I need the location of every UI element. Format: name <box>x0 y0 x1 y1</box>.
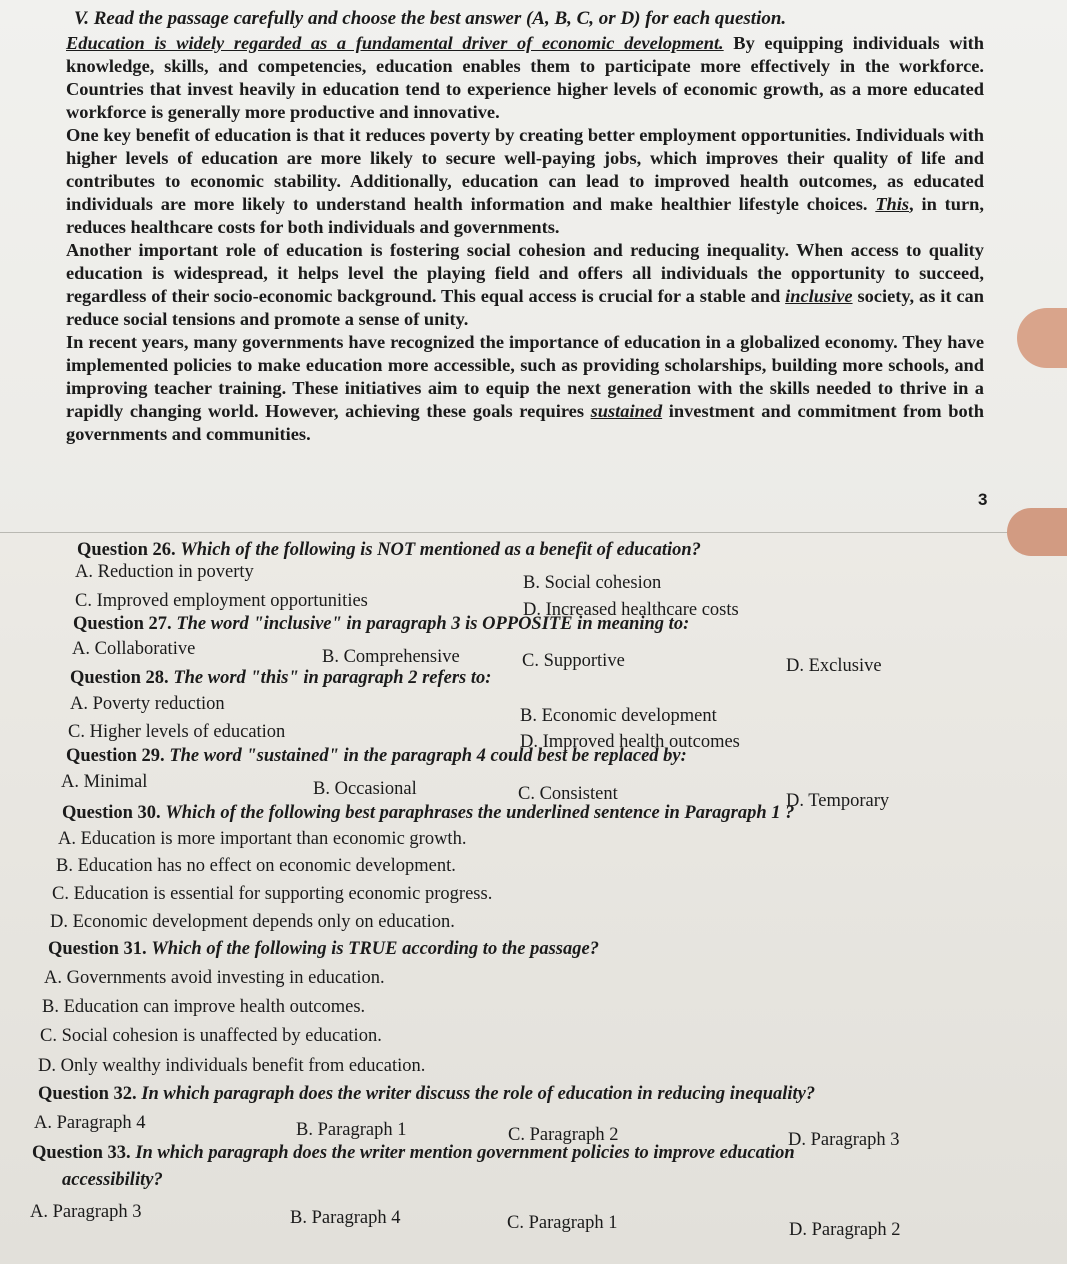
option-b[interactable]: B. Education has no effect on economic development. <box>56 856 456 876</box>
option-c[interactable]: C. Paragraph 1 <box>507 1213 618 1233</box>
option-b[interactable]: B. Occasional <box>313 779 417 799</box>
question-32: Question 32. In which paragraph does the writer discuss the role of education in reducing inequality? <box>38 1084 816 1104</box>
option-a[interactable]: A. Poverty reduction <box>70 694 225 714</box>
question-27: Question 27. The word "inclusive" in paragraph 3 is OPPOSITE in meaning to: <box>73 614 690 634</box>
question-29: Question 29. The word "sustained" in the paragraph 4 could best be replaced by: <box>66 746 687 766</box>
option-b[interactable]: B. Comprehensive <box>322 647 460 667</box>
section-instructions: V. Read the passage carefully and choose the best answer (A, B, C, or D) for each question. <box>74 8 787 29</box>
page-number: 3 <box>978 490 988 509</box>
underlined-word-this: This <box>875 194 910 214</box>
option-a[interactable]: A. Reduction in poverty <box>75 562 254 582</box>
option-b[interactable]: B. Social cohesion <box>523 573 662 593</box>
option-d[interactable]: D. Only wealthy individuals benefit from education. <box>38 1056 426 1076</box>
question-33-continuation: accessibility? <box>62 1170 163 1190</box>
option-d[interactable]: D. Paragraph 3 <box>788 1130 900 1150</box>
question-26: Question 26. Which of the following is NOT mentioned as a benefit of education? <box>77 540 701 560</box>
paragraph-4: In recent years, many governments have recognized the importance of education in a globalized economy. They have implemented policies to make education more accessible, such as providing scholarships, building more schools, and improving teacher training. These initiatives aim to equip the next generation with the skills needed to thrive in a rapidly changing world. However, achieving these goals requires sustained investment and commitment from both governments and communities. <box>66 332 984 444</box>
question-28: Question 28. The word "this" in paragraph 2 refers to: <box>70 668 492 688</box>
reading-passage <box>66 32 984 446</box>
finger <box>1007 508 1067 556</box>
question-33: Question 33. In which paragraph does the writer mention government policies to improve education <box>32 1143 795 1163</box>
option-c[interactable]: C. Supportive <box>522 651 625 671</box>
underlined-sentence: Education is widely regarded as a fundamental driver of economic development. <box>66 33 724 53</box>
option-d[interactable]: D. Exclusive <box>786 656 882 676</box>
paragraph-2: One key benefit of education is that it reduces poverty by creating better employment opportunities. Individuals with higher levels of education are more likely to secure well-paying jobs, which improves their quality of life and contributes to economic stability. Additionally, education can lead to improved health outcomes, as educated individuals are more likely to understand health information and make healthier lifestyle choices. This, in turn, reduces healthcare costs for both individuals and governments. <box>66 125 984 237</box>
option-b[interactable]: B. Education can improve health outcomes. <box>42 997 366 1017</box>
paragraph-1: Education is widely regarded as a fundamental driver of economic development. By equipping individuals with knowledge, skills, and competencies, education enables them to participate more effectively in the workforce. Countries that invest heavily in education tend to experience higher levels of economic growth, as a more educated workforce is generally more productive and innovative. <box>66 33 985 122</box>
option-c[interactable]: C. Paragraph 2 <box>508 1125 619 1145</box>
option-d[interactable]: D. Paragraph 2 <box>789 1220 901 1240</box>
option-b[interactable]: B. Economic development <box>520 706 717 726</box>
underlined-word-inclusive: inclusive <box>785 286 853 306</box>
option-b[interactable]: B. Paragraph 1 <box>296 1120 407 1140</box>
option-c[interactable]: C. Social cohesion is unaffected by education. <box>40 1026 382 1046</box>
option-b[interactable]: B. Paragraph 4 <box>290 1208 401 1228</box>
option-a[interactable]: A. Governments avoid investing in education. <box>44 968 385 988</box>
option-c[interactable]: C. Improved employment opportunities <box>75 591 368 611</box>
underlined-word-sustained: sustained <box>590 401 663 421</box>
option-a[interactable]: A. Education is more important than economic growth. <box>58 829 467 849</box>
option-a[interactable]: A. Paragraph 3 <box>30 1202 142 1222</box>
option-d[interactable]: D. Improved health outcomes <box>520 732 740 752</box>
question-31: Question 31. Which of the following is TRUE according to the passage? <box>48 939 599 959</box>
option-d[interactable]: D. Increased healthcare costs <box>523 600 739 620</box>
option-c[interactable]: C. Consistent <box>518 784 618 804</box>
option-d[interactable]: D. Temporary <box>786 791 890 811</box>
option-a[interactable]: A. Minimal <box>61 772 148 792</box>
paragraph-3: Another important role of education is fostering social cohesion and reducing inequality. When access to quality education is widespread, it helps level the playing field and offers all individuals the opportunity to succeed, regardless of their socio-economic background. This equal access is crucial for a stable and inclusive society, as it can reduce social tensions and promote a sense of unity. <box>66 240 984 329</box>
option-a[interactable]: A. Paragraph 4 <box>34 1113 146 1133</box>
option-c[interactable]: C. Higher levels of education <box>68 722 286 742</box>
question-30: Question 30. Which of the following best paraphrases the underlined sentence in Paragraph 1 ? <box>62 803 795 823</box>
option-c[interactable]: C. Education is essential for supporting economic progress. <box>52 884 493 904</box>
option-d[interactable]: D. Economic development depends only on education. <box>50 912 455 932</box>
option-a[interactable]: A. Collaborative <box>72 639 196 659</box>
